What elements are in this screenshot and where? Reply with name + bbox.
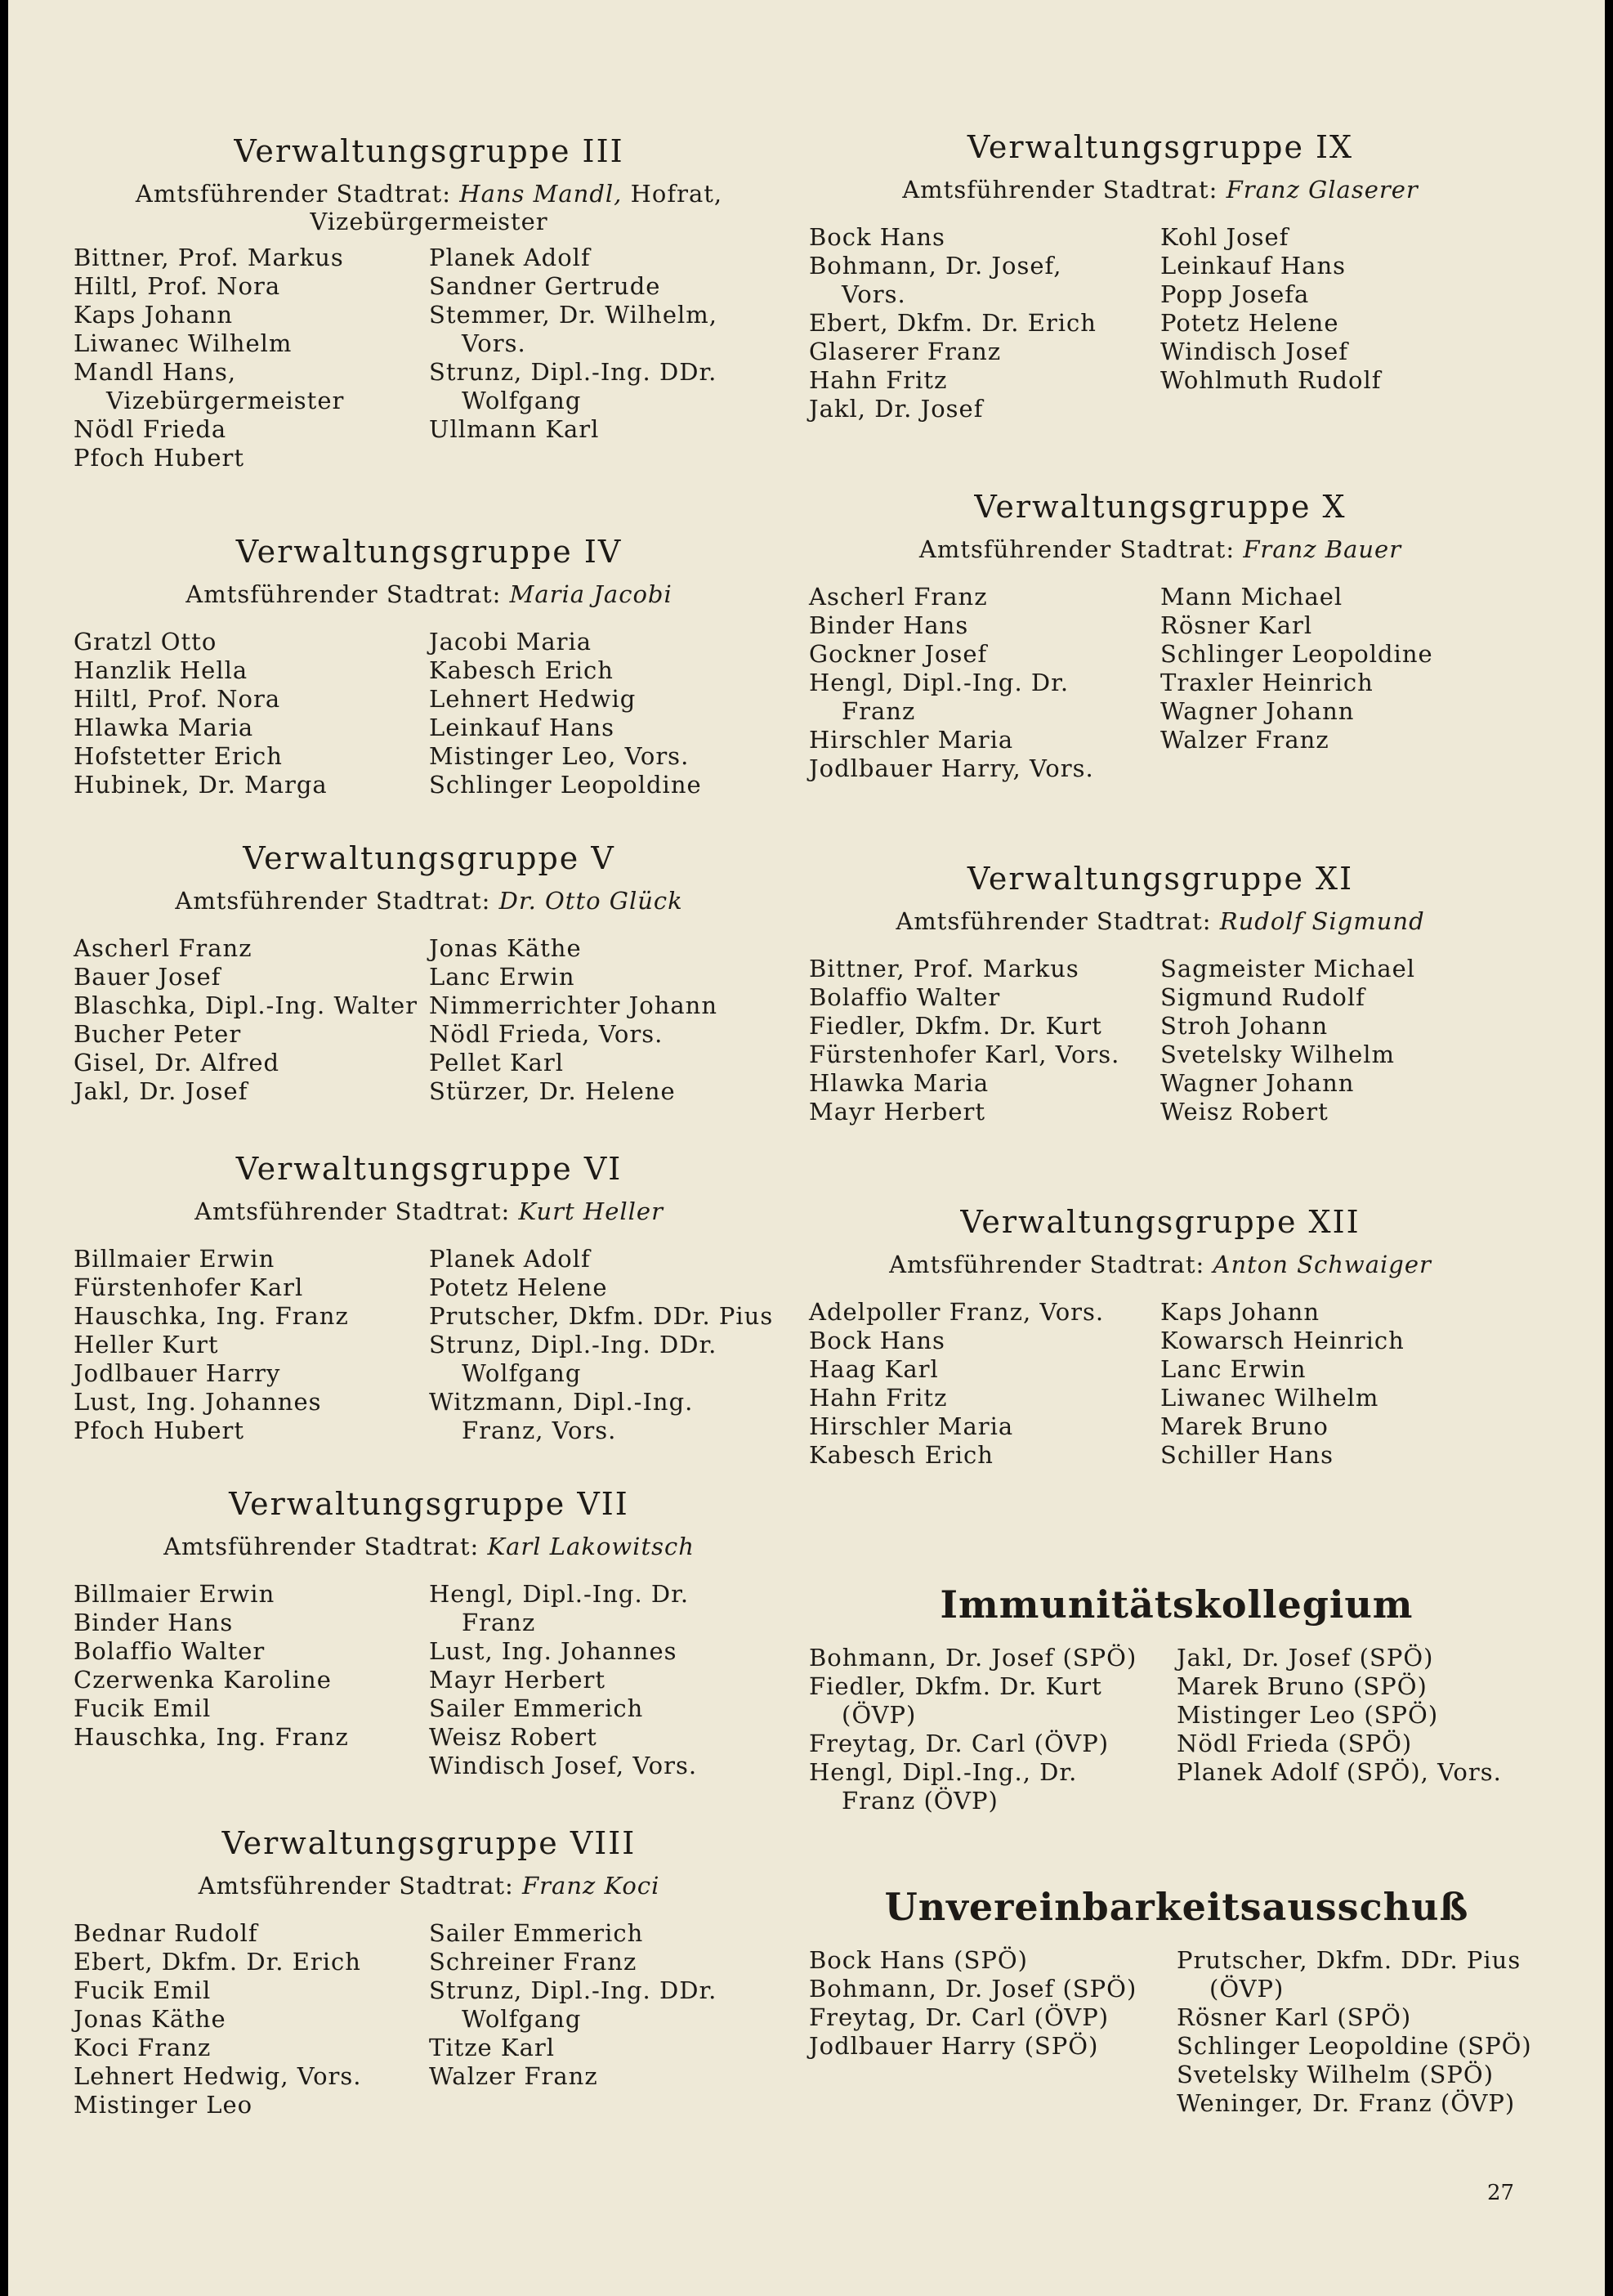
member-list-left xyxy=(74,1580,429,1780)
list-item: Heller Kurt xyxy=(74,1331,219,1358)
section-title: Verwaltungsgruppe V xyxy=(243,840,615,876)
member-list-right xyxy=(429,1919,784,2119)
list-item: Nödl Frieda, Vors. xyxy=(429,1020,664,1048)
list-item: Fürstenhofer Karl xyxy=(74,1273,304,1301)
list-item: Marek Bruno xyxy=(1160,1412,1329,1440)
list-item: Svetelsky Wilhelm (SPÖ) xyxy=(1177,2061,1495,2088)
member-list-left xyxy=(809,1298,1160,1470)
list-item: Titze Karl xyxy=(429,2034,556,2061)
list-item: Lanc Erwin xyxy=(429,963,575,991)
list-item: Lanc Erwin xyxy=(1160,1355,1307,1383)
list-item: Schlinger Leopoldine xyxy=(429,771,702,799)
list-item: Bock Hans xyxy=(809,1327,945,1354)
list-item: Pfoch Hubert xyxy=(74,1417,245,1444)
list-item: Wagner Johann xyxy=(1160,697,1355,725)
member-list-right xyxy=(1160,223,1512,423)
section-gruppe-ix xyxy=(809,127,1512,423)
member-list-left xyxy=(809,955,1160,1126)
list-item: Bittner, Prof. Markus xyxy=(809,955,1079,982)
list-item: Vors. xyxy=(462,329,526,357)
member-list-left xyxy=(74,934,429,1106)
list-item: Kabesch Erich xyxy=(429,656,614,684)
list-item: Bolaffio Walter xyxy=(809,983,1001,1011)
section-title: Verwaltungsgruppe IV xyxy=(235,534,623,570)
stadtrat-line: Amtsführender Stadtrat: Rudolf Sigmund xyxy=(896,907,1425,935)
section-title: Verwaltungsgruppe X xyxy=(974,489,1347,525)
list-item: Hlawka Maria xyxy=(809,1069,990,1097)
list-item: Sandner Gertrude xyxy=(429,272,661,300)
list-item: Hofstetter Erich xyxy=(74,742,283,770)
stadtrat-line: Amtsführender Stadtrat: Dr. Otto Glück xyxy=(175,887,683,915)
list-item: Rösner Karl xyxy=(1160,611,1313,639)
member-list-right xyxy=(1160,1298,1512,1470)
list-item: Hauschka, Ing. Franz xyxy=(74,1302,349,1330)
list-item: Hiltl, Prof. Nora xyxy=(74,272,281,300)
list-item: Vizebürgermeister xyxy=(106,387,345,414)
list-item: Planek Adolf (SPÖ), Vors. xyxy=(1177,1758,1502,1786)
section-gruppe-iii xyxy=(74,131,784,472)
list-item: Bucher Peter xyxy=(74,1020,242,1048)
list-item: Kaps Johann xyxy=(74,301,234,329)
member-list-left xyxy=(809,223,1160,423)
section-title: Immunitätskollegium xyxy=(940,1582,1414,1627)
list-item: Billmaier Erwin xyxy=(74,1245,275,1273)
list-item: Jodlbauer Harry (SPÖ) xyxy=(809,2032,1099,2060)
list-item: Hirschler Maria xyxy=(809,1412,1014,1440)
list-item: Haag Karl xyxy=(809,1355,939,1383)
member-list-left xyxy=(809,583,1160,783)
list-item: Jacobi Maria xyxy=(429,628,592,656)
list-item: Planek Adolf xyxy=(429,1245,591,1273)
list-item: Ascherl Franz xyxy=(74,934,252,962)
list-item: Fucik Emil xyxy=(74,1976,212,2004)
section-unvereinbarkeitsausschuss xyxy=(809,1884,1544,2118)
list-item: Stroh Johann xyxy=(1160,1012,1329,1040)
member-list-left xyxy=(809,1644,1177,1815)
list-item: Fucik Emil xyxy=(74,1694,212,1722)
list-item: Kabesch Erich xyxy=(809,1441,994,1469)
list-item: Jakl, Dr. Josef xyxy=(809,395,984,423)
list-item: Leinkauf Hans xyxy=(1160,252,1347,280)
list-item: Strunz, Dipl.-Ing. DDr. xyxy=(429,1976,717,2004)
list-item: Bohmann, Dr. Josef (SPÖ) xyxy=(809,1644,1137,1672)
list-item: Hauschka, Ing. Franz xyxy=(74,1723,349,1751)
list-item: Schiller Hans xyxy=(1160,1441,1334,1469)
list-item: Ebert, Dkfm. Dr. Erich xyxy=(74,1948,361,1976)
list-item: Bednar Rudolf xyxy=(74,1919,258,1947)
list-item: Popp Josefa xyxy=(1160,280,1310,308)
list-item: Walzer Franz xyxy=(1160,726,1329,754)
list-item: Schreiner Franz xyxy=(429,1948,637,1976)
section-title: Unvereinbarkeitsausschuß xyxy=(884,1885,1469,1929)
list-item: Hengl, Dipl.-Ing. Dr. xyxy=(809,669,1070,696)
list-item: Sailer Emmerich xyxy=(429,1919,644,1947)
list-item: Freytag, Dr. Carl (ÖVP) xyxy=(809,2003,1110,2031)
list-item: Vors. xyxy=(842,280,906,308)
list-item: Liwanec Wilhelm xyxy=(1160,1384,1379,1412)
list-item: Wagner Johann xyxy=(1160,1069,1355,1097)
list-item: Franz, Vors. xyxy=(462,1417,617,1444)
list-item: (ÖVP) xyxy=(1209,1975,1285,2003)
list-item: Strunz, Dipl.-Ing. DDr. xyxy=(429,1331,717,1358)
list-item: Stürzer, Dr. Helene xyxy=(429,1077,676,1105)
list-item: Mann Michael xyxy=(1160,583,1343,611)
stadtrat-line: Amtsführender Stadtrat: Anton Schwaiger xyxy=(889,1251,1432,1278)
member-list-left xyxy=(809,1946,1177,2118)
list-item: Sigmund Rudolf xyxy=(1160,983,1365,1011)
list-item: Freytag, Dr. Carl (ÖVP) xyxy=(809,1730,1110,1757)
member-list-right xyxy=(1160,955,1512,1126)
list-item: Bolaffio Walter xyxy=(74,1637,266,1665)
member-list-left xyxy=(74,1919,429,2119)
list-item: Planek Adolf xyxy=(429,244,591,271)
list-item: Kaps Johann xyxy=(1160,1298,1320,1326)
list-item: Sailer Emmerich xyxy=(429,1694,644,1722)
list-item: Liwanec Wilhelm xyxy=(74,329,293,357)
list-item: Jonas Käthe xyxy=(429,934,582,962)
list-item: Hirschler Maria xyxy=(809,726,1014,754)
list-item: Bittner, Prof. Markus xyxy=(74,244,344,271)
section-title: Verwaltungsgruppe VIII xyxy=(221,1825,637,1861)
section-gruppe-iv xyxy=(74,531,784,799)
section-title: Verwaltungsgruppe XI xyxy=(967,861,1354,897)
list-item: Wohlmuth Rudolf xyxy=(1160,366,1382,394)
list-item: Pellet Karl xyxy=(429,1049,565,1076)
list-item: Jakl, Dr. Josef (SPÖ) xyxy=(1177,1644,1434,1672)
list-item: Bock Hans (SPÖ) xyxy=(809,1946,1028,1974)
list-item: Stemmer, Dr. Wilhelm, xyxy=(429,301,717,329)
list-item: (ÖVP) xyxy=(842,1701,917,1729)
list-item: Czerwenka Karoline xyxy=(74,1666,332,1694)
list-item: Gisel, Dr. Alfred xyxy=(74,1049,280,1076)
list-item: Prutscher, Dkfm. DDr. Pius xyxy=(429,1302,774,1330)
list-item: Koci Franz xyxy=(74,2034,212,2061)
list-item: Schlinger Leopoldine (SPÖ) xyxy=(1177,2032,1532,2060)
list-item: Lehnert Hedwig, Vors. xyxy=(74,2062,362,2090)
list-item: Hanzlik Hella xyxy=(74,656,248,684)
list-item: Lehnert Hedwig xyxy=(429,685,637,713)
list-item: Potetz Helene xyxy=(429,1273,608,1301)
member-list-right xyxy=(429,934,784,1106)
list-item: Billmaier Erwin xyxy=(74,1580,275,1608)
list-item: Prutscher, Dkfm. DDr. Pius xyxy=(1177,1946,1521,1974)
section-gruppe-viii xyxy=(74,1823,784,2119)
list-item: Pfoch Hubert xyxy=(74,444,245,472)
list-item: Gockner Josef xyxy=(809,640,988,668)
list-item: Mandl Hans, xyxy=(74,358,237,386)
list-item: Schlinger Leopoldine xyxy=(1160,640,1433,668)
page-number: 27 xyxy=(1487,2181,1515,2205)
list-item: Hiltl, Prof. Nora xyxy=(74,685,281,713)
list-item: Ullmann Karl xyxy=(429,415,600,443)
list-item: Fiedler, Dkfm. Dr. Kurt xyxy=(809,1672,1102,1700)
member-list-right xyxy=(429,1580,784,1780)
stadtrat-line: Amtsführender Stadtrat: Franz Bauer xyxy=(918,535,1402,563)
list-item: Mistinger Leo (SPÖ) xyxy=(1177,1701,1439,1729)
list-item: Hlawka Maria xyxy=(74,714,254,741)
list-item: Leinkauf Hans xyxy=(429,714,615,741)
stadtrat-line: Amtsführender Stadtrat: Hans Mandl, Hofrat, Vizebürgermeister xyxy=(135,180,723,235)
list-item: Mistinger Leo, Vors. xyxy=(429,742,690,770)
list-item: Nimmerrichter Johann xyxy=(429,991,718,1019)
member-list-left xyxy=(74,1245,429,1445)
member-list-right xyxy=(1177,1644,1544,1815)
list-item: Binder Hans xyxy=(74,1609,234,1636)
section-title: Verwaltungsgruppe XII xyxy=(960,1204,1361,1240)
list-item: Adelpoller Franz, Vors. xyxy=(809,1298,1105,1326)
section-gruppe-vi xyxy=(74,1148,784,1445)
list-item: Witzmann, Dipl.-Ing. xyxy=(429,1388,694,1416)
section-gruppe-xii xyxy=(809,1202,1512,1470)
list-item: Marek Bruno (SPÖ) xyxy=(1177,1672,1428,1700)
list-item: Windisch Josef xyxy=(1160,338,1348,365)
section-gruppe-v xyxy=(74,838,784,1106)
section-title: Verwaltungsgruppe IX xyxy=(967,129,1354,165)
stadtrat-line: Amtsführender Stadtrat: Karl Lakowitsch xyxy=(163,1533,695,1560)
section-gruppe-vii xyxy=(74,1484,784,1780)
list-item: Weninger, Dr. Franz (ÖVP) xyxy=(1177,2089,1516,2117)
list-item: Binder Hans xyxy=(809,611,969,639)
section-immunitaetskollegium xyxy=(809,1582,1544,1815)
list-item: Jakl, Dr. Josef xyxy=(74,1077,248,1105)
list-item: Lust, Ing. Johannes xyxy=(74,1388,322,1416)
list-item: Blaschka, Dipl.-Ing. Walter xyxy=(74,991,418,1019)
list-item: Kohl Josef xyxy=(1160,223,1289,251)
list-item: Ebert, Dkfm. Dr. Erich xyxy=(809,309,1097,337)
list-item: Svetelsky Wilhelm xyxy=(1160,1041,1396,1068)
list-item: Franz xyxy=(842,697,916,725)
list-item: Glaserer Franz xyxy=(809,338,1002,365)
list-item: Lust, Ing. Johannes xyxy=(429,1637,677,1665)
list-item: Mayr Herbert xyxy=(429,1666,606,1694)
section-title: Verwaltungsgruppe VI xyxy=(235,1151,623,1187)
list-item: Bauer Josef xyxy=(74,963,221,991)
list-item: Traxler Heinrich xyxy=(1160,669,1374,696)
list-item: Hahn Fritz xyxy=(809,366,948,394)
list-item: Windisch Josef, Vors. xyxy=(429,1752,698,1779)
list-item: Hahn Fritz xyxy=(809,1384,948,1412)
list-item: Franz (ÖVP) xyxy=(842,1787,999,1815)
list-item: Bock Hans xyxy=(809,223,945,251)
list-item: Fürstenhofer Karl, Vors. xyxy=(809,1041,1120,1068)
list-item: Potetz Helene xyxy=(1160,309,1339,337)
member-list-right xyxy=(429,628,784,799)
member-list-right xyxy=(1177,1946,1544,2118)
list-item: Ascherl Franz xyxy=(809,583,988,611)
list-item: Nödl Frieda (SPÖ) xyxy=(1177,1730,1413,1757)
list-item: Bohmann, Dr. Josef (SPÖ) xyxy=(809,1975,1137,2003)
member-list-right xyxy=(1160,583,1512,783)
section-title: Verwaltungsgruppe VII xyxy=(229,1486,629,1522)
list-item: Jodlbauer Harry, Vors. xyxy=(809,754,1094,782)
list-item: Bohmann, Dr. Josef, xyxy=(809,252,1062,280)
list-item: Wolfgang xyxy=(462,387,582,414)
member-list-right xyxy=(429,1245,784,1445)
stadtrat-line: Amtsführender Stadtrat: Kurt Heller xyxy=(194,1197,664,1225)
list-item: Weisz Robert xyxy=(1160,1098,1329,1126)
document-page xyxy=(8,0,1605,2296)
list-item: Weisz Robert xyxy=(429,1723,597,1751)
list-item: Gratzl Otto xyxy=(74,628,217,656)
list-item: Rösner Karl (SPÖ) xyxy=(1177,2003,1412,2031)
list-item: Nödl Frieda xyxy=(74,415,227,443)
section-gruppe-xi xyxy=(809,858,1512,1126)
list-item: Wolfgang xyxy=(462,1359,582,1387)
member-list-left xyxy=(74,244,429,472)
list-item: Hengl, Dipl.-Ing. Dr. xyxy=(429,1580,690,1608)
member-list-left xyxy=(74,628,429,799)
list-item: Mayr Herbert xyxy=(809,1098,986,1126)
list-item: Wolfgang xyxy=(462,2005,582,2033)
stadtrat-line: Amtsführender Stadtrat: Franz Glaserer xyxy=(902,176,1419,204)
list-item: Jodlbauer Harry xyxy=(74,1359,281,1387)
list-item: Strunz, Dipl.-Ing. DDr. xyxy=(429,358,717,386)
list-item: Franz xyxy=(462,1609,536,1636)
list-item: Jonas Käthe xyxy=(74,2005,226,2033)
member-list-right xyxy=(429,244,784,472)
list-item: Fiedler, Dkfm. Dr. Kurt xyxy=(809,1012,1102,1040)
section-gruppe-x xyxy=(809,486,1512,783)
list-item: Walzer Franz xyxy=(429,2062,598,2090)
stadtrat-line: Amtsführender Stadtrat: Franz Koci xyxy=(198,1872,660,1900)
list-item: Kowarsch Heinrich xyxy=(1160,1327,1405,1354)
stadtrat-line: Amtsführender Stadtrat: Maria Jacobi xyxy=(185,580,672,608)
list-item: Sagmeister Michael xyxy=(1160,955,1416,982)
section-title: Verwaltungsgruppe III xyxy=(234,133,624,169)
list-item: Hubinek, Dr. Marga xyxy=(74,771,328,799)
list-item: Hengl, Dipl.-Ing., Dr. xyxy=(809,1758,1078,1786)
list-item: Mistinger Leo xyxy=(74,2091,253,2119)
